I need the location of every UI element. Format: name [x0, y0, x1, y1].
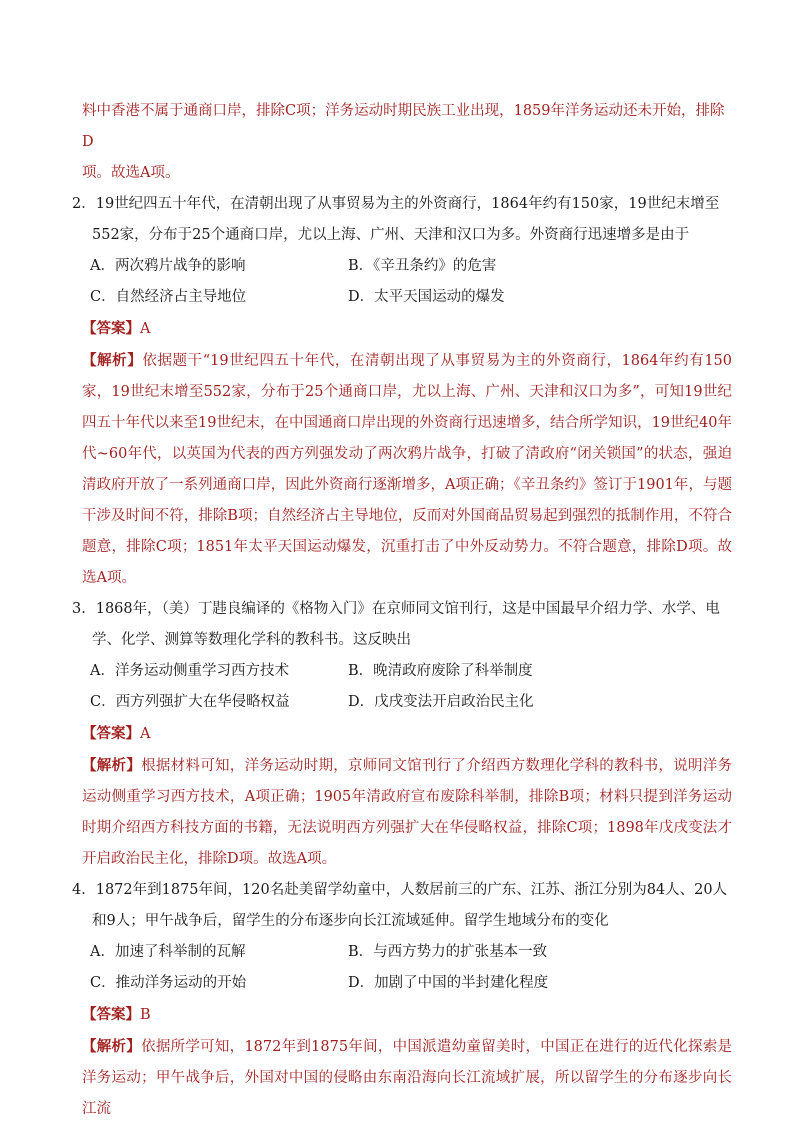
answer-tag: 【答案】 — [82, 725, 140, 742]
option-c: C．推动洋务运动的开始 — [90, 975, 247, 991]
question-stem: 3．1868年，（美）丁韪良编译的《格物入门》在京师同文馆刊行，这是中国最早介绍力学、水学、电学、化学、测算等数理化学科的教科书。这反映出 — [72, 601, 720, 648]
options-grid — [72, 656, 732, 718]
analysis-paragraph — [72, 750, 732, 875]
answer-line — [72, 999, 732, 1031]
option-a: A．洋务运动侧重学习西方技术 — [90, 663, 289, 679]
answer-line — [72, 313, 732, 345]
question-2 — [72, 189, 732, 594]
analysis-tag: 【解析】 — [82, 757, 142, 774]
option-b: B．晚清政府废除了科举制度 — [348, 663, 533, 679]
question-4 — [72, 875, 732, 1125]
options-grid — [72, 937, 732, 999]
question-3 — [72, 594, 732, 875]
analysis-tag: 【解析】 — [82, 352, 143, 369]
answer-line — [72, 718, 732, 750]
options-grid — [72, 251, 732, 313]
option-a: A．加速了科举制的瓦解 — [90, 944, 246, 960]
page-content — [72, 96, 732, 1125]
question-stem: 4．1872年到1875年间，120名赴美留学幼童中，人数居前三的广东、江苏、浙江分别为84人、20人和9人；甲午战争后，留学生的分布逐步向长江流域延伸。留学生地域分布的变化 — [72, 882, 728, 929]
analysis-paragraph — [72, 1031, 732, 1125]
answer-tag: 【答案】 — [82, 1006, 140, 1023]
answer-value: B — [140, 1007, 151, 1023]
analysis-tag: 【解析】 — [82, 1038, 142, 1055]
option-c: C．西方列强扩大在华侵略权益 — [90, 694, 290, 710]
answer-tag: 【答案】 — [82, 320, 140, 337]
intro-line-1: 料中香港不属于通商口岸，排除C项；洋务运动时期民族工业出现，1859年洋务运动还未开始，排除D — [82, 103, 725, 150]
option-b: B．与西方势力的扩张基本一致 — [348, 944, 548, 960]
intro-line-2: 项。故选A项。 — [82, 165, 180, 181]
analysis-text: 根据材料可知，洋务运动时期，京师同文馆刊行了介绍西方数理化学科的教科书，说明洋务运动侧重学习西方技术，A项正确；1905年清政府宣布废除科举制，排除B项；材料只提到洋务运动时期介绍西方科技方面的书籍，无法说明西方列强扩大在华侵略权益，排除C项；1898年戊戌变法才开启政治民主化，排除D项。故选A项。 — [82, 758, 733, 867]
option-c: C．自然经济占主导地位 — [90, 289, 247, 305]
answer-value: A — [140, 321, 151, 337]
previous-analysis-continuation — [72, 96, 732, 189]
answer-value: A — [140, 726, 151, 742]
analysis-text: 依据题干“19世纪四五十年代，在清朝出现了从事贸易为主的外资商行，1864年约有150家，19世纪末增至552家，分布于25个通商口岸，尤以上海、广州、天津和汉口为多”，可知19世纪四五十年代以来至19世纪末，在中国通商口岸出现的外资商行迅速增多，结合所学知识，19世纪40年代~60年代，以英国为代表的西方列强发动了两次鸦片战争，打破了清政府“闭关锁国”的状态，强迫清政府开放了一系列通商口岸，因此外资商行逐渐增多，A项正确；《辛丑条约》签订于1901年，与题干涉及时间不符，排除B项；自然经济占主导地位，反而对外国商品贸易起到强烈的抵制作用，不符合题意，排除C项；1851年太平天国运动爆发，沉重打击了中外反动势力。不符合题意，排除D项。故选A项。 — [82, 353, 732, 586]
analysis-paragraph — [72, 345, 732, 594]
option-d: D．戊戌变法开启政治民主化 — [348, 694, 534, 710]
question-stem: 2．19世纪四五十年代，在清朝出现了从事贸易为主的外资商行，1864年约有150家，19世纪末增至552家，分布于25个通商口岸，尤以上海、广州、天津和汉口为多。外资商行迅速增多是由于 — [72, 196, 720, 243]
option-b: B．《辛丑条约》的危害 — [348, 258, 497, 274]
option-a: A．两次鸦片战争的影响 — [90, 258, 246, 274]
option-d: D．加剧了中国的半封建化程度 — [348, 975, 549, 991]
analysis-text: 依据所学可知，1872年到1875年间，中国派遣幼童留美时，中国正在进行的近代化探索是洋务运动；甲午战争后，外国对中国的侵略由东南沿海向长江流域扩展，所以留学生的分布逐步向长江流 — [82, 1039, 732, 1117]
option-d: D．太平天国运动的爆发 — [348, 289, 505, 305]
